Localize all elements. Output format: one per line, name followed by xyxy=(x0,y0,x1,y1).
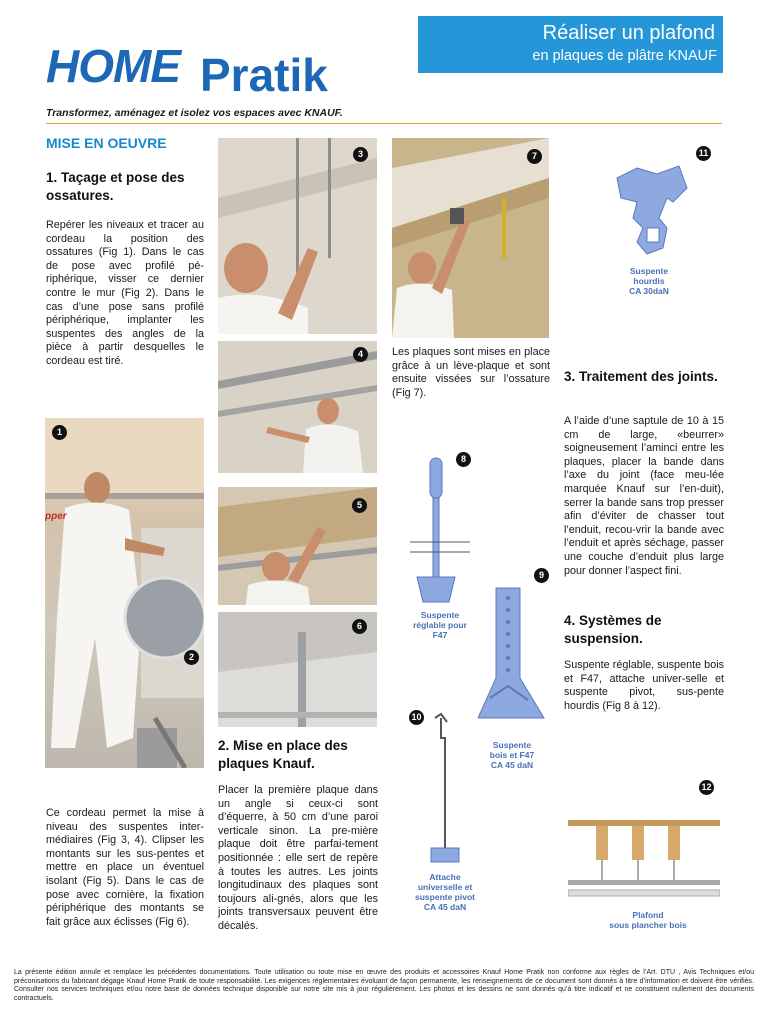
figure-badge-8: 8 xyxy=(456,452,471,467)
fig10-label: Attache universelle et suspente pivot CA 45 daN xyxy=(415,872,475,912)
logo-pratik: Pratik xyxy=(200,49,328,101)
fig9-label: Suspente bois et F47 CA 45 daN xyxy=(489,740,535,770)
photo-fig-1 xyxy=(45,418,204,768)
figure-badge-6: 6 xyxy=(352,619,367,634)
figure-badge-10: 10 xyxy=(409,710,424,725)
figure-badge-9: 9 xyxy=(534,568,549,583)
step3-heading: 3. Traitement des joints. xyxy=(564,369,718,384)
step1-paragraph-2: Ce cordeau permet la mise à niveau des suspentes inter-médiaires (Fig 3, 4). Clipser les montants sur les sus-pentes et mettre en place un éventuel isolant (Fig 5). Dans le cas de pose avec cornière, la fixation périphérique des montants se fait grâce aux éclisses (Fig 6). xyxy=(46,807,204,928)
step3-paragraph: A l’aide d’une saptule de 10 à 15 cm de large, «beurrer» soigneusement l’aminci entre les plaques, placer la bande dans l’axe du joint (face meu-lée marquée Knauf sur l’en-duit), serrer la bande sans trop presser afin d’éviter de chasser tout l’enduit, recou-vrir la bande avec l’enduit et après séchage, passer une couche d’enduit plus large pour donner l’aspect fini. xyxy=(564,415,724,577)
figure-badge-2: 2 xyxy=(184,650,199,665)
shirt-logo-text: pper xyxy=(45,511,67,522)
figure-badge-7: 7 xyxy=(527,149,542,164)
photo-fig-4 xyxy=(218,341,377,473)
diagram-fig-10-drawing xyxy=(397,708,497,868)
step2-heading: 2. Mise en place des plaques Knauf. xyxy=(218,738,348,771)
diagram-fig-12 xyxy=(568,780,720,930)
diagram-fig-11-drawing xyxy=(607,158,697,268)
photo-fig-7-illustration xyxy=(392,138,549,338)
step1-heading: 1. Taçage et pose des ossatures. xyxy=(46,170,185,203)
title-box xyxy=(418,16,723,73)
tagline: Transformez, aménagez et isolez vos espaces avec KNAUF. xyxy=(46,107,343,119)
footer-disclaimer: La présente édition annule et remplace les précédentes documentations. Toute utilisation ou toute mise en œuvre des produits et accessoires Knauf Home Pratik non conforme aux règles de l’Art. DTU , Avis Techniques et/ou préconisations du fabricant dégage Knauf Home Pratik de toute responsabilité. Les exigences réglementaires évoluant de façon permanente, les renseignements de ce document sont donnés à titre d’information et doivent être vérifiés. Consulter nos services techniques et/ou notre base de données technique disponible sur notre site mis à jour régulièrement. Les photos et les dessins ne sont donnés qu’à titre indicatif et ne constituent nullement des documents contractuels. xyxy=(14,969,754,1002)
fig8-label: Suspente réglable pour F47 xyxy=(413,610,467,640)
fig12-label: Plafond sous plancher bois xyxy=(609,910,687,930)
step1-paragraph-1: Repérer les niveaux et tracer au cordeau la position des ossatures (Fig 1). Dans le cas de pose avec profilé pé-riphérique, visser ce dernier contre le mur (Fig 2). Dans le cas d’une pose sans profilé périphérique, implanter les suspentes des angles de la pièce à partir desquelles le cordeau est tiré. xyxy=(46,219,204,367)
section-title: MISE EN OEUVRE xyxy=(46,135,167,151)
logo-home: HOME xyxy=(46,40,180,92)
page-subtitle: en plaques de plâtre KNAUF xyxy=(532,48,717,64)
header-rule xyxy=(46,123,722,124)
photo-fig-7 xyxy=(392,138,549,338)
photo-fig-4-illustration xyxy=(218,341,377,473)
figure-badge-11: 11 xyxy=(696,146,711,161)
diagram-fig-10 xyxy=(397,708,497,923)
diagram-fig-12-drawing xyxy=(568,810,720,920)
photo-fig-5 xyxy=(218,487,377,605)
step2-paragraph: Placer la première plaque dans un angle si ceux-ci sont d’équerre, à 50 cm d’une paroi verticale sinon. La pre-mière plaque doit être parfai-tement positionnée : elle sert de repère à toutes les autres. Les joints longitudinaux des plaques sont toujours ali-gnés, alors que les joints transversaux peuvent être décalés. xyxy=(218,784,378,932)
photo-fig-3 xyxy=(218,138,377,334)
step4-paragraph: Suspente réglable, suspente bois et F47, attache univer-selle et suspente pivot, sus-pente hourdis (Fig 8 à 12). xyxy=(564,659,724,712)
figure-badge-4: 4 xyxy=(353,347,368,362)
figure-badge-1: 1 xyxy=(52,425,67,440)
figure-badge-5: 5 xyxy=(352,498,367,513)
fig11-label: Suspente hourdis CA 30daN xyxy=(629,266,669,296)
photo-fig-3-illustration xyxy=(218,138,377,334)
figure-badge-3: 3 xyxy=(353,147,368,162)
diagram-fig-11 xyxy=(595,146,725,336)
step4-heading: 4. Systèmes de suspension. xyxy=(564,613,662,646)
figure-badge-12: 12 xyxy=(699,780,714,795)
photo-fig-6 xyxy=(218,612,377,727)
photo-fig-1-illustration xyxy=(45,418,204,768)
page-title: Réaliser un plafond xyxy=(542,22,715,44)
fig7-caption: Les plaques sont mises en place grâce à un lève-plaque et sont ensuite vissées sur l’ossature (Fig 7). xyxy=(392,346,550,399)
